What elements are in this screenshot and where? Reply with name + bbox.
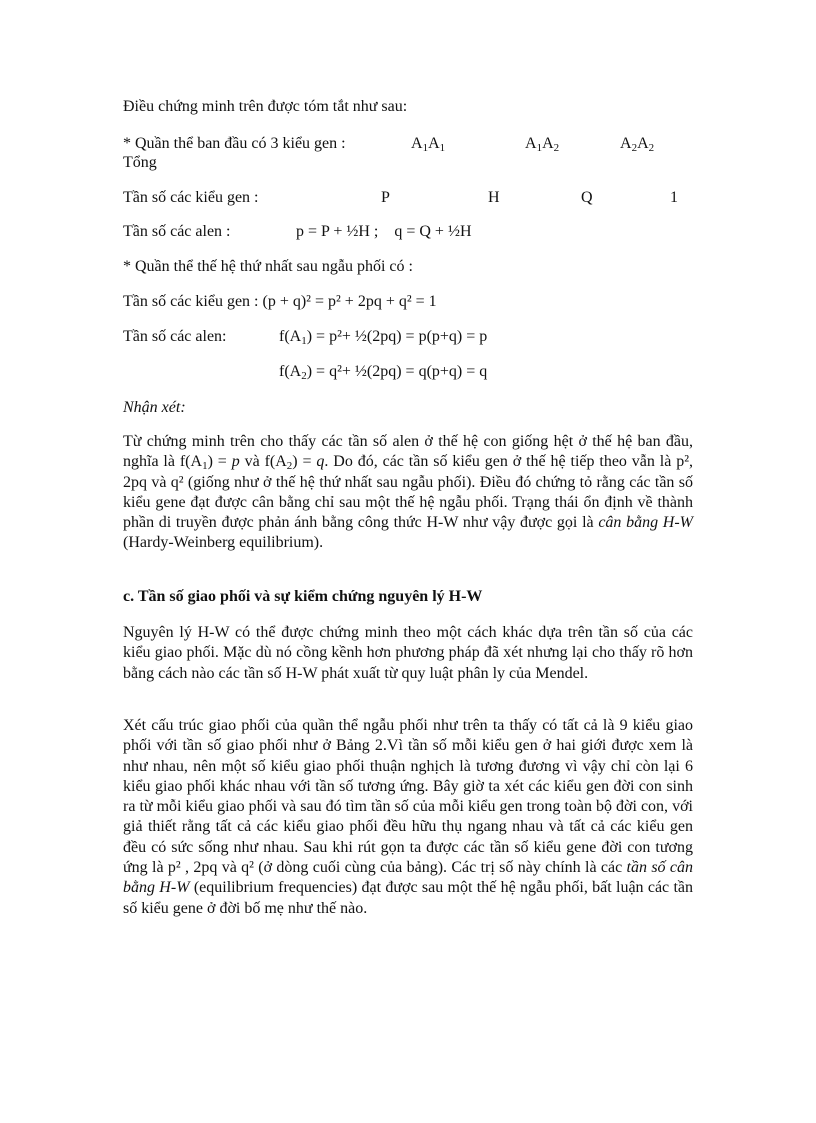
first-generation-heading: * Quần thể thế hệ thứ nhất sau ngẫu phối có : [123,258,413,275]
allele-frequency-label: Tần số các alen : [123,223,231,240]
first-generation-allele-label: Tần số các alen: [123,328,227,345]
genotype-freq-p: P [381,189,390,206]
genotype-frequency-label: Tần số các kiểu gen : [123,189,259,206]
equation-fa1: $f(A_1) = p^2+$ ½(2pq) = p(p+q) = p [279,328,488,347]
genotype-freq-h: H [488,189,500,206]
genotype-freq-total: 1 [670,189,678,206]
equation-fa2: $f(A_2) = q^2+$ ½(2pq) = q(p+q) = q [279,363,488,382]
section-c-paragraph-2: Xét cấu trúc giao phối của quần thể ngẫu phối như trên ta thấy có tất cả là 9 kiểu giao phối với tần số giao phối như ở Bảng 2.Vì tần số mỗi kiểu gen ở hai giới được xem là như nhau, nên một số kiểu giao phối thuận nghịch là tương đương vì vậy chỉ còn lại 6 kiểu giao phối khác nhau với tần số tương ứng. Bây giờ ta xét các kiểu gen đời con sinh ra từ mỗi kiểu giao phối và sau đó tìm tần số của mỗi kiểu gen trong toàn bộ đời con, với giả thiết rằng tất cả các kiểu giao phối đều hữu thụ ngang nhau và tất cả các kiểu gen đều có sức sống như nhau. Sau khi rút gọn ta được các tần số kiểu gene đời con tương ứng là p² , 2pq và q² (ở dòng cuối cùng của bảng). Các trị số này chính là các tần số cân bằng H-W (equilibrium frequencies) đạt được sau một thế hệ ngẫu phối, bất luận các tần số kiểu gene ở đời bố mẹ như thế nào. [123,717,694,917]
initial-population-prefix: * Quần thể ban đầu có 3 kiểu gen : [123,135,346,152]
genotype-a1a1: $A_1A_1$ [411,135,446,154]
allele-frequency-formula: p = P + ½H ; q = Q + ½H [296,223,472,240]
genotype-a2a2: $A_2A_2$ [620,135,655,154]
intro-line: Điều chứng minh trên được tóm tắt như sau: [123,98,408,115]
first-generation-genotype-line: Tần số các kiểu gen : (p + q)² = p² + 2pq + q² = 1 [123,293,437,310]
genotype-a1a2: $A_1A_2$ [525,135,560,154]
remark-label: Nhận xét: [123,399,186,416]
section-c-heading: c. Tần số giao phối và sự kiểm chứng nguyên lý H-W [123,588,483,605]
remark-paragraph: Từ chứng minh trên cho thấy các tần số alen ở thế hệ con giống hệt ở thế hệ ban đầu, nghĩa là $f(A_1) = p$ và $f(A_2) = q$. Do đó, các tần số kiểu gen ở thế hệ tiếp theo vẫn là p², 2pq và q² (giống như ở thế hệ thứ nhất sau ngẫu phối). Điều đó chứng tỏ rằng các tần số kiểu gene đạt được cân bằng chỉ sau một thế hệ ngẫu phối. Trạng thái ổn định về thành phần di truyền được phản ánh bằng công thức H-W như vậy được gọi là cân bằng H-W (Hardy-Weinberg equilibrium). [123,433,694,552]
section-c-paragraph-1: Nguyên lý H-W có thể được chứng minh theo một cách khác dựa trên tần số của các kiểu giao phối. Mặc dù nó cồng kềnh hơn phương pháp đã xét nhưng lại cho thấy rõ hơn bằng cách nào các tần số H-W phát xuất từ quy luật phân ly của Mendel. [123,624,693,682]
total-label: Tổng [123,154,157,171]
genotype-freq-q: Q [581,189,593,206]
